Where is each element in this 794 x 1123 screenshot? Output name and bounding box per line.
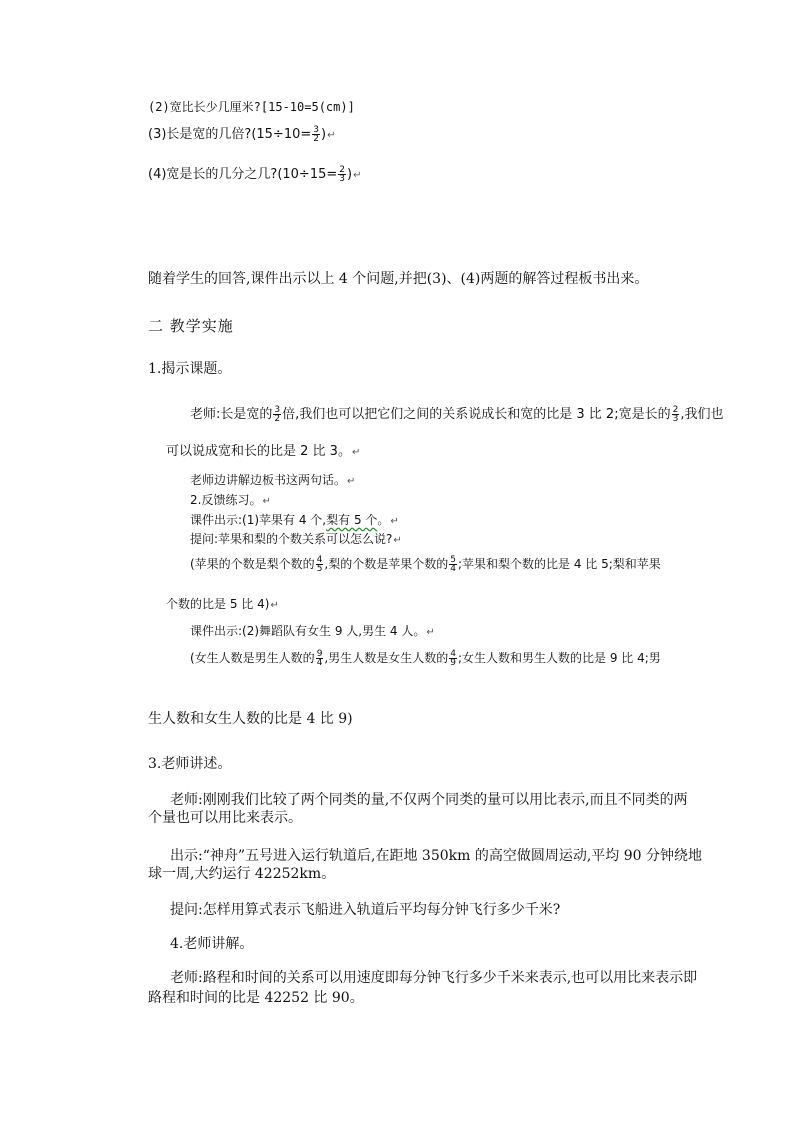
return-mark-icon: ↵ <box>347 476 356 487</box>
teacher-statement-1-line-2: 可以说成宽和长的比是 2 比 3。↵ <box>166 444 361 459</box>
return-mark-icon: ↵ <box>270 600 279 611</box>
exercise-1-answer: (苹果的个数是梨个数的 $\frac{4}{5}$ ,梨的个数是苹果个数的 $\frac{5}{4}$ ;苹果和梨个数的比是 4 比 5;梨和苹果 <box>190 555 661 574</box>
question-3: (3)长是宽的几倍?(15÷10= $\frac{3}{2}$ )↵ <box>148 125 336 144</box>
teacher-statement-2: 老师:刚刚我们比较了两个同类的量,不仅两个同类的量可以用比表示,而且不同类的两 <box>170 792 688 808</box>
teacher-statement-3: 老师:路程和时间的关系可以用速度即每分钟飞行多少千米来表示,也可以用比来表示即 <box>170 970 698 986</box>
exercise-2-prompt: 课件出示:(2)舞蹈队有女生 9 人,男生 4 人。↵ <box>190 624 435 638</box>
return-mark-icon: ↵ <box>327 130 336 141</box>
fraction: $\frac{5}{4}$ <box>450 555 456 574</box>
return-mark-icon: ↵ <box>351 447 361 458</box>
step-1-heading: 1.揭示课题。 <box>148 361 232 377</box>
question-3-text: (3)长是宽的几倍?(15÷10= <box>148 127 312 142</box>
speed-question: 提问:怎样用算式表示飞船进入轨道后平均每分钟飞行多少千米? <box>170 902 561 918</box>
return-mark-icon: ↵ <box>393 535 402 546</box>
exercise-2-answer: (女生人数是男生人数的 $\frac{9}{4}$ ,男生人数是女生人数的 $\frac{4}{9}$ ;女生人数和男生人数的比是 9 比 4;男 <box>190 649 661 668</box>
question-4-text: (4)宽是长的几分之几?(10÷15= <box>148 167 338 182</box>
shenzhou-statement-line-2: 球一周,大约运行 42252km。 <box>148 866 336 882</box>
return-mark-icon: ↵ <box>426 627 435 638</box>
return-mark-icon: ↵ <box>390 516 399 527</box>
return-mark-icon: ↵ <box>353 170 362 181</box>
fraction: $\frac{2}{3}$ <box>339 165 345 184</box>
fraction: $\frac{2}{3}$ <box>672 405 679 424</box>
intro-paragraph: 随着学生的回答,课件出示以上 4 个问题,并把(3)、(4)两题的解答过程板书出来。 <box>148 271 649 287</box>
teacher-statement-2-line-2: 个量也可以用比来表示。 <box>148 810 302 826</box>
fraction: $\frac{4}{5}$ <box>316 555 323 574</box>
exercise-2-answer-line-2: 生人数和女生人数的比是 4 比 9) <box>148 711 353 727</box>
exercise-1-prompt: 课件出示:(1)苹果有 4 个,梨有 5 个。↵ <box>190 513 399 527</box>
fraction: $\frac{9}{4}$ <box>316 649 323 668</box>
section-title: 二 教学实施 <box>148 317 234 335</box>
fraction: $\frac{3}{2}$ <box>274 405 281 424</box>
teacher-statement-1: 老师:长是宽的 $\frac{3}{2}$ 倍,我们也可以把它们之间的关系说成长和宽的比是 3 比 2;宽是长的 $\frac{2}{3}$ ,我们也 <box>190 405 724 424</box>
step-4-heading: 4.老师讲解。 <box>170 936 254 952</box>
step-2-heading: 2.反馈练习。↵ <box>190 493 271 507</box>
question-4: (4)宽是长的几分之几?(10÷15= $\frac{2}{3}$ )↵ <box>148 165 362 184</box>
board-note: 老师边讲解边板书这两句话。↵ <box>190 473 356 487</box>
return-mark-icon: ↵ <box>262 496 271 507</box>
exercise-1-question: 提问:苹果和梨的个数关系可以怎么说?↵ <box>190 532 402 546</box>
exercise-1-answer-line-2: 个数的比是 5 比 4)↵ <box>166 597 279 611</box>
shenzhou-statement: 出示:“神舟”五号进入运行轨道后,在距地 350km 的高空做圆周运动,平均 90 分钟绕地 <box>170 848 703 864</box>
fraction: $\frac{3}{2}$ <box>313 125 319 144</box>
question-2: (2)宽比长少几厘米?[15-10=5(cm)] <box>148 100 355 114</box>
fraction: $\frac{4}{9}$ <box>450 649 456 668</box>
teacher-statement-3-line-2: 路程和时间的比是 42252 比 90。 <box>148 990 364 1006</box>
step-3-heading: 3.老师讲述。 <box>148 756 232 772</box>
